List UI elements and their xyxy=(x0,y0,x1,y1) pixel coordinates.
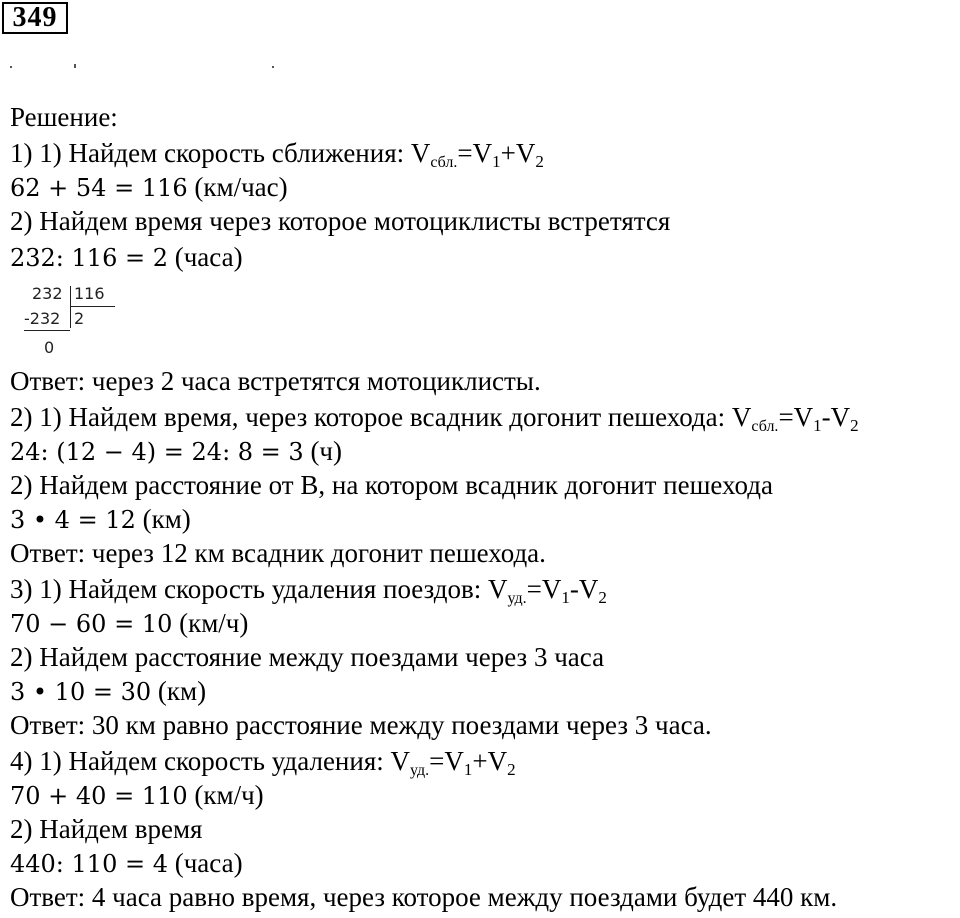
division-divisor-line xyxy=(71,306,115,307)
formula: $V_{уд.}=V1-V2$ xyxy=(488,574,607,607)
division-underline xyxy=(24,330,70,331)
formula: $V_{сбл.}=V1-V2$ xyxy=(731,402,859,435)
scan-dot xyxy=(74,64,76,68)
scan-dot xyxy=(10,66,12,68)
dividend: 232 xyxy=(32,284,63,303)
formula: $V_{уд.}=V1+V2$ xyxy=(390,746,516,779)
problem-number: 349 xyxy=(2,2,68,34)
step-line: 2) Найдем расстояние от B, на котором всадник догонит пешехода xyxy=(10,470,773,500)
calc-line: 70 + 40 = 110 (км/ч) xyxy=(10,780,264,810)
calc-line: 24: (12 − 4) = 24: 8 = 3 (ч) xyxy=(10,436,342,466)
calc-line: 440: 110 = 4 (часа) xyxy=(10,848,243,878)
step-text: 4) 1) Найдем скорость удаления: xyxy=(10,746,391,776)
long-division xyxy=(20,284,120,360)
calc-line: 3 • 4 = 12 (км) xyxy=(10,504,191,534)
step-text: 3) 1) Найдем скорость удаления поездов: xyxy=(10,574,489,604)
answer-line: Ответ: 4 часа равно время, через которое между поездами будет 440 км. xyxy=(10,882,838,912)
step-line: 2) Найдем расстояние между поездами через 3 часа xyxy=(10,642,605,672)
subtrahend: -232 xyxy=(24,309,61,328)
calc-line: 62 + 54 = 116 (км/час) xyxy=(10,172,288,202)
step-text: 1) 1) Найдем скорость сближения: xyxy=(10,138,411,168)
quotient: 2 xyxy=(74,309,85,328)
scan-dot xyxy=(272,66,274,68)
answer-line: Ответ: 30 км равно расстояние между поездами через 3 часа. xyxy=(10,710,712,740)
calc-line: 232: 116 = 2 (часа) xyxy=(10,242,243,272)
step-line: 2) Найдем время через которое мотоциклисты встретятся xyxy=(10,206,671,236)
remainder: 0 xyxy=(44,338,55,357)
solution-heading: Решение: xyxy=(10,102,118,132)
calc-line: 70 − 60 = 10 (км/ч) xyxy=(10,608,249,638)
step-line: 2) Найдем время xyxy=(10,814,203,844)
step-text: 2) 1) Найдем время, через которое всадник догонит пешехода: xyxy=(10,402,732,432)
formula: $V_{сбл.}=V1+V2$ xyxy=(410,138,544,171)
division-vertical-line xyxy=(70,286,71,328)
divisor: 116 xyxy=(74,284,105,303)
calc-line: 3 • 10 = 30 (км) xyxy=(10,676,207,706)
answer-line: Ответ: через 2 часа встретятся мотоциклисты. xyxy=(10,366,541,396)
answer-line: Ответ: через 12 км всадник догонит пешехода. xyxy=(10,538,546,568)
